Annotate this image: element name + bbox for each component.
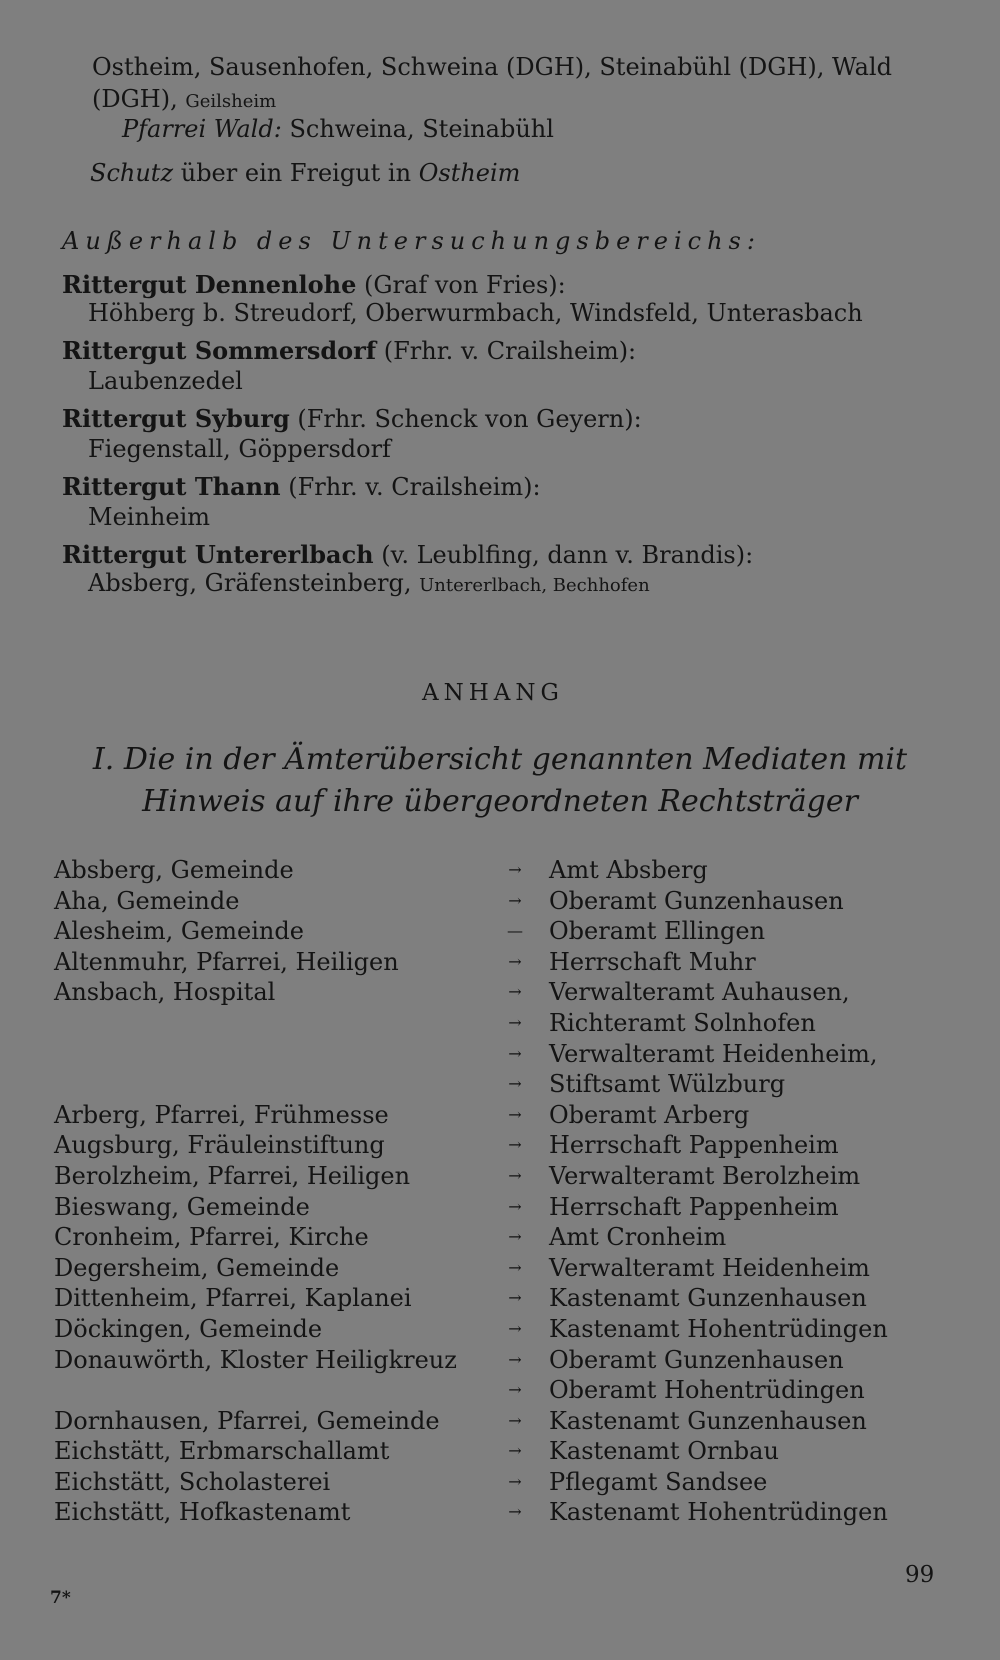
row-arrow: → xyxy=(508,1502,522,1522)
row-arrow: → xyxy=(508,951,522,971)
rittergut-entry-title xyxy=(62,472,541,502)
row-rechtstraeger: Verwalteramt Heidenheim, xyxy=(549,1039,878,1068)
row-rechtstraeger: Oberamt Ellingen xyxy=(549,917,766,946)
row-rechtstraeger: Verwalteramt Auhausen, xyxy=(549,978,850,1007)
schutz-place: Ostheim xyxy=(418,159,521,187)
row-rechtstraeger: Amt Cronheim xyxy=(549,1223,727,1252)
row-mediat: Alesheim, Gemeinde xyxy=(54,917,304,946)
rittergut-entry-title xyxy=(62,404,642,434)
row-arrow: → xyxy=(508,1318,522,1338)
rittergut-entry-title xyxy=(62,270,566,300)
rittergut-name: Rittergut Syburg xyxy=(62,404,290,433)
section-title-line-2: Hinweis auf ihre übergeordneten Rechtsträger xyxy=(142,784,858,819)
table-row xyxy=(54,1100,954,1131)
row-rechtstraeger: Kastenamt Gunzenhausen xyxy=(549,1406,867,1435)
row-arrow: → xyxy=(508,1135,522,1155)
rittergut-name: Rittergut Sommersdorf xyxy=(62,336,377,365)
row-rechtstraeger: Herrschaft Pappenheim xyxy=(549,1192,839,1221)
row-arrow: → xyxy=(508,1441,522,1461)
rittergut-places-small: Untererlbach, Bechhofen xyxy=(419,575,650,596)
table-row xyxy=(54,977,954,1008)
row-mediat: Absberg, Gemeinde xyxy=(54,856,294,884)
table-row xyxy=(54,1161,954,1192)
row-rechtstraeger: Stiftsamt Wülzburg xyxy=(549,1070,786,1099)
schutz-text: über ein Freigut in xyxy=(180,159,412,187)
table-row xyxy=(54,1467,954,1498)
row-arrow: → xyxy=(508,1257,522,1277)
row-mediat: Arberg, Pfarrei, Frühmesse xyxy=(54,1100,389,1129)
row-mediat: Dittenheim, Pfarrei, Kaplanei xyxy=(54,1284,412,1313)
row-rechtstraeger: Oberamt Arberg xyxy=(549,1100,750,1129)
row-arrow: → xyxy=(508,1165,522,1185)
row-mediat: Bieswang, Gemeinde xyxy=(54,1192,310,1221)
rittergut-owner: (Frhr. Schenck von Geyern): xyxy=(297,405,642,433)
row-rechtstraeger: Herrschaft Muhr xyxy=(549,947,756,976)
table-row xyxy=(54,1283,954,1314)
table-row xyxy=(54,1039,954,1070)
table-row xyxy=(54,916,954,947)
table-row xyxy=(54,1436,954,1467)
table-row xyxy=(54,1253,954,1284)
schutz-line xyxy=(90,158,520,188)
row-arrow: → xyxy=(508,1349,522,1369)
row-rechtstraeger: Pflegamt Sandsee xyxy=(549,1467,768,1496)
pfarrei-text: Schweina, Steinabühl xyxy=(289,115,554,143)
row-rechtstraeger: Oberamt Hohentrüdingen xyxy=(549,1376,865,1405)
row-arrow: → xyxy=(508,982,522,1002)
row-rechtstraeger: Richteramt Solnhofen xyxy=(549,1008,816,1037)
row-mediat: Degersheim, Gemeinde xyxy=(54,1253,340,1282)
mediaten-table xyxy=(54,855,954,1528)
row-arrow: → xyxy=(508,1227,522,1247)
table-row xyxy=(54,1314,954,1345)
row-rechtstraeger: Verwalteramt Berolzheim xyxy=(549,1161,861,1190)
row-arrow: → xyxy=(508,1471,522,1491)
schutz-label: Schutz xyxy=(90,159,174,187)
table-row xyxy=(54,947,954,978)
table-row xyxy=(54,1069,954,1100)
top-line-1: Ostheim, Sausenhofen, Schweina (DGH), Steinabühl (DGH), Wald xyxy=(92,53,892,81)
rittergut-owner: (Frhr. v. Crailsheim): xyxy=(288,473,541,501)
table-row xyxy=(54,1497,954,1528)
rittergut-owner: (Graf von Fries): xyxy=(364,271,566,299)
row-mediat: Eichstätt, Scholasterei xyxy=(54,1467,331,1496)
rittergut-name: Rittergut Thann xyxy=(62,472,281,501)
table-row xyxy=(54,1345,954,1376)
table-row xyxy=(54,1375,954,1406)
row-arrow: → xyxy=(508,1288,522,1308)
table-row xyxy=(54,1130,954,1161)
top-line-2-main: (DGH), xyxy=(92,85,178,113)
row-rechtstraeger: Kastenamt Ornbau xyxy=(549,1437,779,1466)
row-rechtstraeger: Kastenamt Hohentrüdingen xyxy=(549,1498,888,1527)
table-row xyxy=(54,1192,954,1223)
page-number: 99 xyxy=(905,1562,935,1588)
top-line-2-small: Geilsheim xyxy=(185,91,277,112)
row-mediat: Döckingen, Gemeinde xyxy=(54,1314,323,1343)
rittergut-owner: (v. Leublfing, dann v. Brandis): xyxy=(381,541,754,569)
row-arrow: → xyxy=(508,1074,522,1094)
rittergut-places: Fiegenstall, Göppersdorf xyxy=(88,435,391,463)
row-arrow: → xyxy=(508,1380,522,1400)
row-mediat: Eichstätt, Hofkastenamt xyxy=(54,1498,351,1527)
row-rechtstraeger: Oberamt Gunzenhausen xyxy=(549,886,844,915)
ausserhalb-heading: Außerhalb des Untersuchungsbereichs: xyxy=(62,227,761,255)
row-arrow: → xyxy=(508,1196,522,1216)
rittergut-places: Laubenzedel xyxy=(88,367,243,395)
row-rechtstraeger: Herrschaft Pappenheim xyxy=(549,1131,839,1160)
row-rechtstraeger: Verwalteramt Heidenheim xyxy=(549,1253,870,1282)
table-row xyxy=(54,1406,954,1437)
row-mediat: Aha, Gemeinde xyxy=(54,886,240,915)
table-row xyxy=(54,1008,954,1039)
anhang-heading: ANHANG xyxy=(422,680,564,706)
row-arrow: → xyxy=(508,1043,522,1063)
top-line-2 xyxy=(92,84,276,117)
row-mediat: Dornhausen, Pfarrei, Gemeinde xyxy=(54,1406,440,1435)
rittergut-places: Höhberg b. Streudorf, Oberwurmbach, Windsfeld, Unterasbach xyxy=(88,299,863,327)
rittergut-name: Rittergut Untererlbach xyxy=(62,540,374,569)
row-mediat: Altenmuhr, Pfarrei, Heiligen xyxy=(54,947,399,976)
row-arrow: → xyxy=(508,1410,522,1430)
pfarrei-label: Pfarrei Wald: xyxy=(122,115,282,143)
section-title-line-1: I. Die in der Ämterübersicht genannten Mediaten mit xyxy=(92,742,908,777)
table-row xyxy=(54,1222,954,1253)
row-rechtstraeger: Amt Absberg xyxy=(549,856,708,884)
row-mediat: Ansbach, Hospital xyxy=(54,978,276,1007)
row-arrow: → xyxy=(508,860,522,879)
row-mediat: Berolzheim, Pfarrei, Heiligen xyxy=(54,1161,411,1190)
printer-signature: 7* xyxy=(50,1588,71,1608)
row-mediat: Eichstätt, Erbmarschallamt xyxy=(54,1437,390,1466)
rittergut-entry-title xyxy=(62,336,636,366)
row-rechtstraeger: Oberamt Gunzenhausen xyxy=(549,1345,844,1374)
row-rechtstraeger: Kastenamt Hohentrüdingen xyxy=(549,1314,888,1343)
table-row xyxy=(54,886,954,917)
table-row xyxy=(54,855,954,886)
row-arrow: — xyxy=(507,921,523,941)
rittergut-places xyxy=(88,568,650,601)
row-mediat: Augsburg, Fräuleinstiftung xyxy=(54,1131,385,1160)
row-arrow: → xyxy=(508,1104,522,1124)
row-mediat: Donauwörth, Kloster Heiligkreuz xyxy=(54,1345,457,1374)
row-arrow: → xyxy=(508,1012,522,1032)
pfarrei-wald-line xyxy=(122,114,554,144)
row-mediat: Cronheim, Pfarrei, Kirche xyxy=(54,1223,369,1252)
row-rechtstraeger: Kastenamt Gunzenhausen xyxy=(549,1284,867,1313)
rittergut-places: Meinheim xyxy=(88,503,211,531)
rittergut-name: Rittergut Dennenlohe xyxy=(62,270,357,299)
rittergut-owner: (Frhr. v. Crailsheim): xyxy=(383,337,637,365)
row-arrow: → xyxy=(508,890,522,910)
rittergut-places-main: Absberg, Gräfensteinberg, xyxy=(88,569,412,597)
rittergut-entry-title xyxy=(62,540,753,570)
